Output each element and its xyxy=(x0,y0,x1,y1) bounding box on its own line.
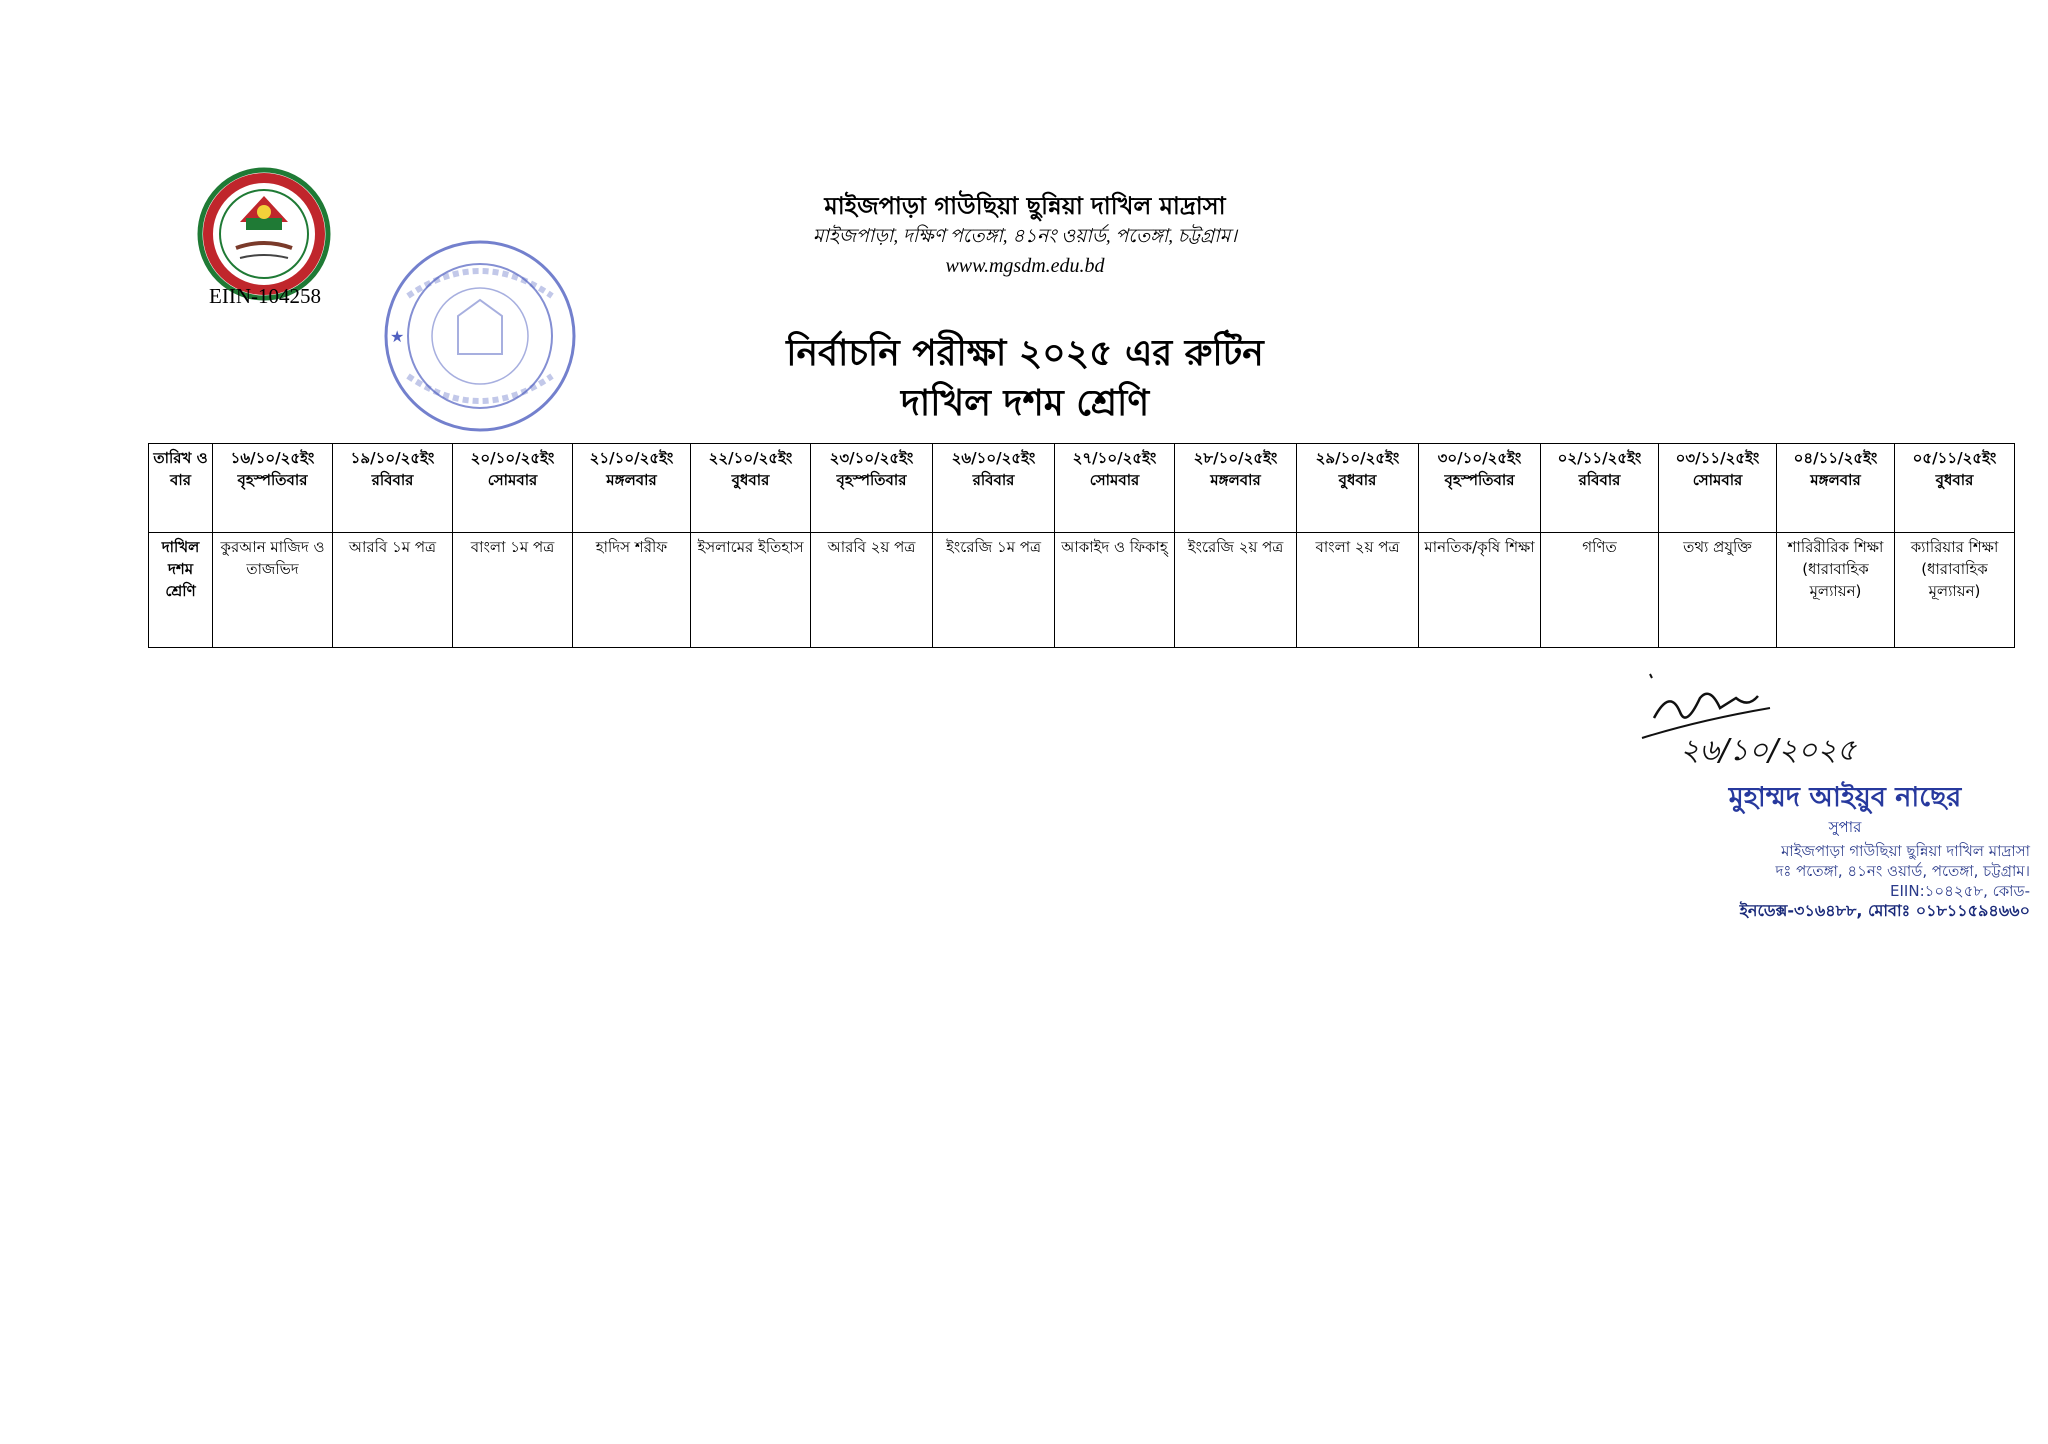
institution-address: মাইজপাড়া, দক্ষিণ পতেঙ্গা, ৪১নং ওয়ার্ড, পতেঙ্গা, চট্টগ্রাম। xyxy=(812,226,1238,247)
subject-cell: বাংলা ২য় পত্র xyxy=(1297,533,1419,648)
stamp-institution: মাইজপাড়া গাউছিয়া ছুন্নিয়া দাখিল মাদ্রাসা xyxy=(1781,842,2030,860)
subject-cell: আরবি ১ম পত্র xyxy=(333,533,453,648)
document-title xyxy=(600,330,1450,428)
row-label: দাখিল দশম শ্রেণি xyxy=(149,533,213,648)
stamp-address: দঃ পতেঙ্গা, ৪১নং ওয়ার্ড, পতেঙ্গা, চট্টগ্রাম। xyxy=(1775,862,2030,880)
date-cell: ০৪/১১/২৫ইং মঙ্গলবার xyxy=(1777,444,1895,533)
subject-cell: তথ্য প্রযুক্তি xyxy=(1659,533,1777,648)
handwritten-signature xyxy=(1640,668,1940,768)
date-cell: ২০/১০/২৫ইং সোমবার xyxy=(453,444,573,533)
date-cell: ২৬/১০/২৫ইং রবিবার xyxy=(933,444,1055,533)
date-cell: ২২/১০/২৫ইং বুধবার xyxy=(691,444,811,533)
svg-text:★: ★ xyxy=(390,327,405,346)
subject-cell: বাংলা ১ম পত্র xyxy=(453,533,573,648)
date-cell: ২১/১০/২৫ইং মঙ্গলবার xyxy=(573,444,691,533)
signature-date: ২৬/১০/২০২৫ xyxy=(1680,733,1857,768)
subject-cell: গণিত xyxy=(1541,533,1659,648)
subject-cell: কুরআন মাজিদ ও তাজভিদ xyxy=(213,533,333,648)
date-cell: ২৮/১০/২৫ইং মঙ্গলবার xyxy=(1175,444,1297,533)
subject-cell: ইংরেজি ১ম পত্র xyxy=(933,533,1055,648)
subject-cell: ইসলামের ইতিহাস xyxy=(691,533,811,648)
subject-cell: শারিরীরিক শিক্ষা (ধারাবাহিক মূল্যায়ন) xyxy=(1777,533,1895,648)
stamp-index-mobile: ইনডেক্স-৩১৬৪৮৮, মোবাঃ ০১৮১১৫৯৪৬৬০ xyxy=(1739,901,2030,920)
date-row xyxy=(149,444,2015,533)
principal-role: সুপার xyxy=(1828,818,1862,836)
subject-cell: মানতিক/কৃষি শিক্ষা xyxy=(1419,533,1541,648)
exam-title: নির্বাচনি পরীক্ষা ২০২৫ এর রুটিন xyxy=(786,333,1264,374)
corner-label: তারিখ ও বার xyxy=(149,444,213,533)
date-cell: ২৩/১০/২৫ইং বৃহস্পতিবার xyxy=(811,444,933,533)
date-cell: ০৫/১১/২৫ইং বুধবার xyxy=(1895,444,2015,533)
subject-cell: ইংরেজি ২য় পত্র xyxy=(1175,533,1297,648)
subject-row xyxy=(149,533,2015,648)
principal-stamp xyxy=(1660,780,2030,921)
principal-name: মুহাম্মদ আইয়ুব নাছের xyxy=(1728,782,1962,813)
subject-cell: ক্যারিয়ার শিক্ষা (ধারাবাহিক মূল্যায়ন) xyxy=(1895,533,2015,648)
date-cell: ১৯/১০/২৫ইং রবিবার xyxy=(333,444,453,533)
document-header xyxy=(700,190,1350,280)
subject-cell: হাদিস শরীফ xyxy=(573,533,691,648)
date-cell: ০৩/১১/২৫ইং সোমবার xyxy=(1659,444,1777,533)
subject-cell: আরবি ২য় পত্র xyxy=(811,533,933,648)
routine-table xyxy=(148,443,2015,648)
date-cell: ০২/১১/২৫ইং রবিবার xyxy=(1541,444,1659,533)
date-cell: ৩০/১০/২৫ইং বৃহস্পতিবার xyxy=(1419,444,1541,533)
institution-name: মাইজপাড়া গাউছিয়া ছুন্নিয়া দাখিল মাদ্রাসা xyxy=(824,192,1226,220)
official-seal xyxy=(368,236,582,436)
class-title: দাখিল দশম শ্রেণি xyxy=(900,383,1150,424)
date-cell: ১৬/১০/২৫ইং বৃহস্পতিবার xyxy=(213,444,333,533)
date-cell: ২৯/১০/২৫ইং বুধবার xyxy=(1297,444,1419,533)
institution-website: www.mgsdm.edu.bd xyxy=(945,255,1105,277)
eiin-number: EIIN-104258 xyxy=(209,284,321,308)
date-cell: ২৭/১০/২৫ইং সোমবার xyxy=(1055,444,1175,533)
stamp-eiin: EIIN:১০৪২৫৮, কোড- xyxy=(1890,882,2030,900)
institution-logo xyxy=(196,166,332,302)
subject-cell: আকাইদ ও ফিকাহ্ xyxy=(1055,533,1175,648)
